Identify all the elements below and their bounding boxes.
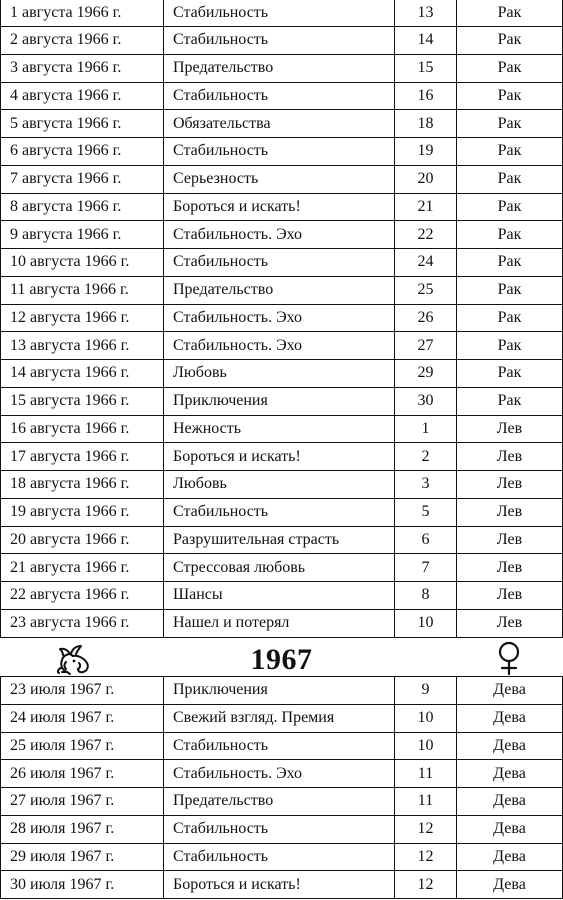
degree-cell: 25 — [395, 276, 457, 304]
degree-cell: 18 — [395, 110, 457, 138]
sign-cell: Дева — [457, 677, 563, 705]
date-cell: 11 августа 1966 г. — [1, 276, 164, 304]
title-cell: Стабильность — [164, 249, 395, 277]
table-row — [1, 387, 563, 415]
table-1967 — [0, 676, 563, 899]
table-row — [1, 760, 563, 788]
sign-cell: Рак — [457, 221, 563, 249]
sign-cell: Лев — [457, 609, 563, 637]
table-row — [1, 788, 563, 816]
date-cell: 9 августа 1966 г. — [1, 221, 164, 249]
date-cell: 18 августа 1966 г. — [1, 471, 164, 499]
degree-cell: 9 — [395, 677, 457, 705]
sign-cell: Дева — [457, 815, 563, 843]
table-row — [1, 138, 563, 166]
degree-cell: 2 — [395, 443, 457, 471]
year-divider — [0, 640, 563, 676]
title-cell: Стабильность — [164, 138, 395, 166]
date-cell: 10 августа 1966 г. — [1, 249, 164, 277]
degree-cell: 11 — [395, 788, 457, 816]
table-row — [1, 843, 563, 871]
table-row — [1, 415, 563, 443]
table-row — [1, 82, 563, 110]
title-cell: Стабильность. Эхо — [164, 221, 395, 249]
date-cell: 28 июля 1967 г. — [1, 815, 164, 843]
date-cell: 3 августа 1966 г. — [1, 54, 164, 82]
title-cell: Обязательства — [164, 110, 395, 138]
title-cell: Нежность — [164, 415, 395, 443]
sign-cell: Рак — [457, 0, 563, 27]
degree-cell: 20 — [395, 165, 457, 193]
degree-cell: 10 — [395, 732, 457, 760]
title-cell: Серьезность — [164, 165, 395, 193]
table-row — [1, 165, 563, 193]
sign-cell: Рак — [457, 110, 563, 138]
degree-cell: 19 — [395, 138, 457, 166]
sign-cell: Лев — [457, 498, 563, 526]
date-cell: 4 августа 1966 г. — [1, 82, 164, 110]
table-row — [1, 0, 563, 27]
degree-cell: 12 — [395, 871, 457, 899]
date-cell: 12 августа 1966 г. — [1, 304, 164, 332]
sign-cell: Лев — [457, 554, 563, 582]
date-cell: 5 августа 1966 г. — [1, 110, 164, 138]
date-cell: 26 июля 1967 г. — [1, 760, 164, 788]
title-cell: Разрушительная страсть — [164, 526, 395, 554]
date-cell: 16 августа 1966 г. — [1, 415, 164, 443]
degree-cell: 11 — [395, 760, 457, 788]
date-cell: 8 августа 1966 г. — [1, 193, 164, 221]
date-cell: 2 августа 1966 г. — [1, 27, 164, 55]
title-cell: Стабильность — [164, 27, 395, 55]
sign-cell: Дева — [457, 843, 563, 871]
sign-cell: Рак — [457, 360, 563, 388]
date-cell: 27 июля 1967 г. — [1, 788, 164, 816]
sign-cell: Рак — [457, 249, 563, 277]
degree-cell: 13 — [395, 0, 457, 27]
degree-cell: 26 — [395, 304, 457, 332]
sign-cell: Лев — [457, 443, 563, 471]
title-cell: Предательство — [164, 54, 395, 82]
date-cell: 13 августа 1966 г. — [1, 332, 164, 360]
title-cell: Стабильность — [164, 82, 395, 110]
table-row — [1, 582, 563, 610]
title-cell: Стабильность. Эхо — [164, 332, 395, 360]
degree-cell: 6 — [395, 526, 457, 554]
table-row — [1, 554, 563, 582]
date-cell: 17 августа 1966 г. — [1, 443, 164, 471]
date-cell: 7 августа 1966 г. — [1, 165, 164, 193]
degree-cell: 12 — [395, 815, 457, 843]
degree-cell: 21 — [395, 193, 457, 221]
title-cell: Бороться и искать! — [164, 871, 395, 899]
date-cell: 21 августа 1966 г. — [1, 554, 164, 582]
sign-cell: Лев — [457, 415, 563, 443]
date-cell: 22 августа 1966 г. — [1, 582, 164, 610]
degree-cell: 22 — [395, 221, 457, 249]
degree-cell: 16 — [395, 82, 457, 110]
date-cell: 30 июля 1967 г. — [1, 871, 164, 899]
date-cell: 23 июля 1967 г. — [1, 677, 164, 705]
degree-cell: 10 — [395, 704, 457, 732]
date-cell: 15 августа 1966 г. — [1, 387, 164, 415]
sign-cell: Рак — [457, 304, 563, 332]
sign-cell: Рак — [457, 332, 563, 360]
degree-cell: 1 — [395, 415, 457, 443]
title-cell: Стабильность — [164, 0, 395, 27]
degree-cell: 10 — [395, 609, 457, 637]
sign-cell: Рак — [457, 193, 563, 221]
sign-cell: Рак — [457, 276, 563, 304]
date-cell: 1 августа 1966 г. — [1, 0, 164, 27]
table-row — [1, 443, 563, 471]
table-row — [1, 360, 563, 388]
table-row — [1, 609, 563, 637]
title-cell: Предательство — [164, 788, 395, 816]
sign-cell: Рак — [457, 387, 563, 415]
date-cell: 6 августа 1966 г. — [1, 138, 164, 166]
date-cell: 14 августа 1966 г. — [1, 360, 164, 388]
table-row — [1, 249, 563, 277]
sign-cell: Дева — [457, 732, 563, 760]
sign-cell: Лев — [457, 582, 563, 610]
title-cell: Бороться и искать! — [164, 443, 395, 471]
table-row — [1, 54, 563, 82]
title-cell: Стабильность — [164, 843, 395, 871]
sign-cell: Рак — [457, 54, 563, 82]
degree-cell: 15 — [395, 54, 457, 82]
title-cell: Стабильность. Эхо — [164, 760, 395, 788]
title-cell: Предательство — [164, 276, 395, 304]
sign-cell: Дева — [457, 704, 563, 732]
table-row — [1, 193, 563, 221]
table-row — [1, 704, 563, 732]
degree-cell: 8 — [395, 582, 457, 610]
degree-cell: 14 — [395, 27, 457, 55]
sign-cell: Дева — [457, 788, 563, 816]
date-cell: 19 августа 1966 г. — [1, 498, 164, 526]
table-row — [1, 498, 563, 526]
date-cell: 25 июля 1967 г. — [1, 732, 164, 760]
table-row — [1, 815, 563, 843]
table-row — [1, 526, 563, 554]
degree-cell: 12 — [395, 843, 457, 871]
date-cell: 29 июля 1967 г. — [1, 843, 164, 871]
sign-cell: Рак — [457, 138, 563, 166]
table-row — [1, 110, 563, 138]
title-cell: Стабильность — [164, 498, 395, 526]
title-cell: Стабильность — [164, 815, 395, 843]
title-cell: Шансы — [164, 582, 395, 610]
table-row — [1, 677, 563, 705]
degree-cell: 7 — [395, 554, 457, 582]
sign-cell: Дева — [457, 871, 563, 899]
title-cell: Приключения — [164, 677, 395, 705]
degree-cell: 27 — [395, 332, 457, 360]
sign-cell: Лев — [457, 526, 563, 554]
table-row — [1, 304, 563, 332]
date-cell: 20 августа 1966 г. — [1, 526, 164, 554]
table-row — [1, 871, 563, 899]
sign-cell: Дева — [457, 760, 563, 788]
table-row — [1, 732, 563, 760]
venus-icon — [494, 640, 524, 676]
title-cell: Стабильность. Эхо — [164, 304, 395, 332]
table-row — [1, 332, 563, 360]
degree-cell: 5 — [395, 498, 457, 526]
date-cell: 23 августа 1966 г. — [1, 609, 164, 637]
degree-cell: 29 — [395, 360, 457, 388]
title-cell: Свежий взгляд. Премия — [164, 704, 395, 732]
sign-cell: Рак — [457, 82, 563, 110]
title-cell: Любовь — [164, 471, 395, 499]
table-row — [1, 471, 563, 499]
title-cell: Стрессовая любовь — [164, 554, 395, 582]
sign-cell: Рак — [457, 27, 563, 55]
table-row — [1, 27, 563, 55]
title-cell: Нашел и потерял — [164, 609, 395, 637]
title-cell: Любовь — [164, 360, 395, 388]
sign-cell: Рак — [457, 165, 563, 193]
date-cell: 24 июля 1967 г. — [1, 704, 164, 732]
table-row — [1, 276, 563, 304]
degree-cell: 3 — [395, 471, 457, 499]
title-cell: Стабильность — [164, 732, 395, 760]
degree-cell: 30 — [395, 387, 457, 415]
degree-cell: 24 — [395, 249, 457, 277]
title-cell: Приключения — [164, 387, 395, 415]
year-heading: 1967 — [250, 643, 313, 676]
title-cell: Бороться и искать! — [164, 193, 395, 221]
sign-cell: Лев — [457, 471, 563, 499]
table-row — [1, 221, 563, 249]
